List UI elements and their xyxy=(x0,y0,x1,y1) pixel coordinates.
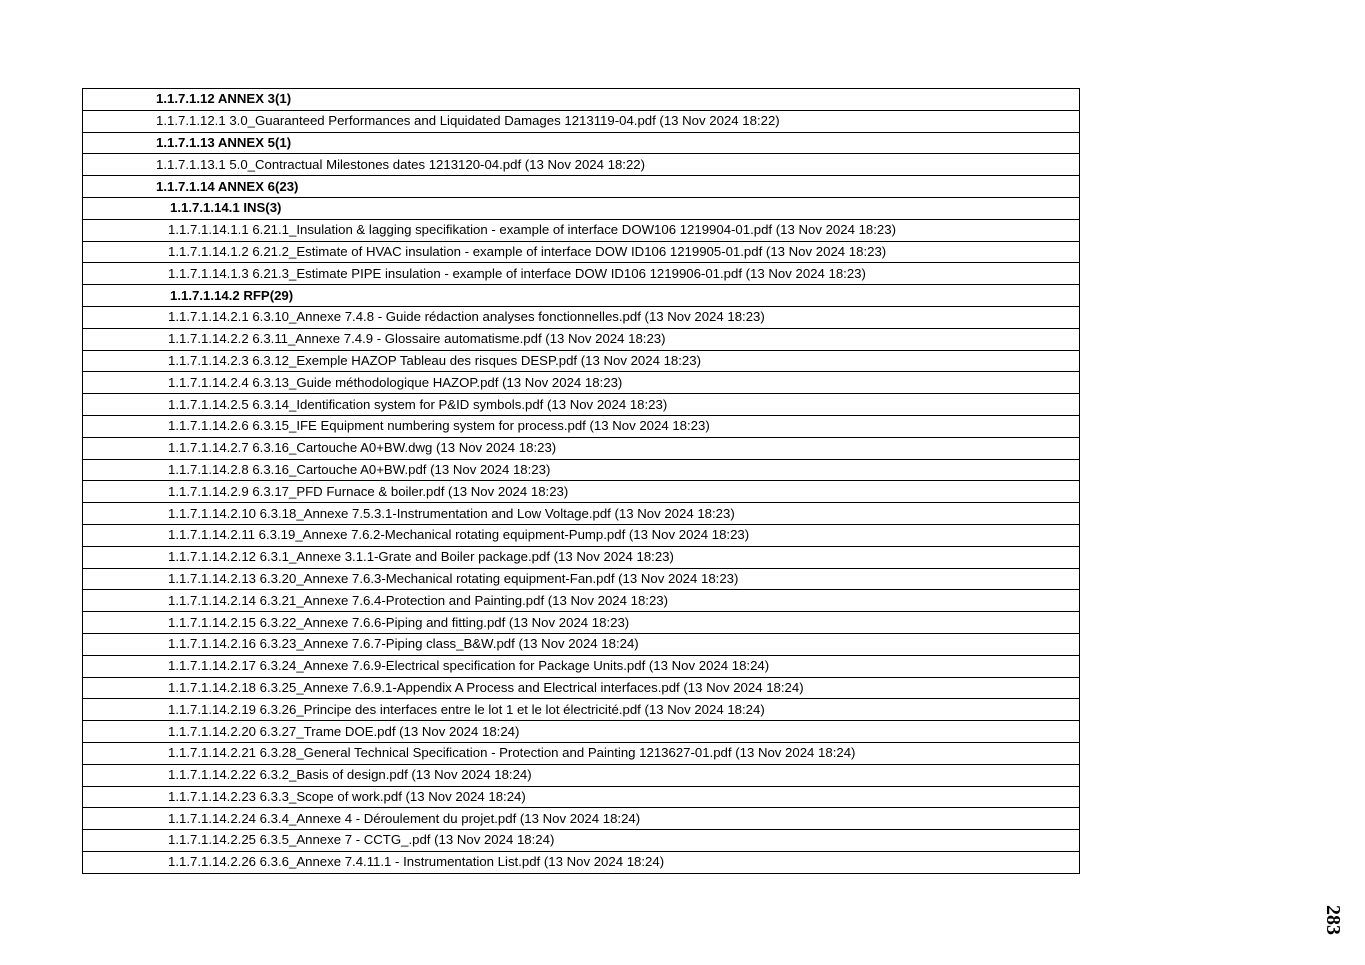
table-row xyxy=(83,633,1080,655)
file-entry: 1.1.7.1.14.2.9 6.3.17_PFD Furnace & boiler.pdf (13 Nov 2024 18:23) xyxy=(83,481,1080,503)
file-entry: 1.1.7.1.14.2.3 6.3.12_Exemple HAZOP Tableau des risques DESP.pdf (13 Nov 2024 18:23) xyxy=(83,350,1080,372)
table-row xyxy=(83,503,1080,525)
file-entry: 1.1.7.1.14.1.2 6.21.2_Estimate of HVAC insulation - example of interface DOW ID106 1219905-01.pdf (13 Nov 2024 18:23) xyxy=(83,241,1080,263)
table-row xyxy=(83,830,1080,852)
table-row xyxy=(83,742,1080,764)
table-row xyxy=(83,372,1080,394)
table-row xyxy=(83,263,1080,285)
file-entry: 1.1.7.1.14.2.24 6.3.4_Annexe 4 - Déroulement du projet.pdf (13 Nov 2024 18:24) xyxy=(83,808,1080,830)
table-row xyxy=(83,808,1080,830)
file-entry: 1.1.7.1.14.2.19 6.3.26_Principe des interfaces entre le lot 1 et le lot électricité.pdf (13 Nov 2024 18:24) xyxy=(83,699,1080,721)
file-entry: 1.1.7.1.14.2.15 6.3.22_Annexe 7.6.6-Piping and fitting.pdf (13 Nov 2024 18:23) xyxy=(83,612,1080,634)
table-row xyxy=(83,394,1080,416)
table-row xyxy=(83,764,1080,786)
file-index-body xyxy=(83,89,1080,874)
table-row xyxy=(83,285,1080,307)
file-entry: 1.1.7.1.14.2.1 6.3.10_Annexe 7.4.8 - Guide rédaction analyses fonctionnelles.pdf (13 Nov 2024 18:23) xyxy=(83,306,1080,328)
section-heading: 1.1.7.1.12 ANNEX 3(1) xyxy=(83,89,1080,111)
table-row xyxy=(83,546,1080,568)
file-index-table xyxy=(82,88,1080,874)
table-row xyxy=(83,154,1080,176)
table-row xyxy=(83,677,1080,699)
table-row xyxy=(83,699,1080,721)
file-entry: 1.1.7.1.14.2.18 6.3.25_Annexe 7.6.9.1-Appendix A Process and Electrical interfaces.pdf (13 Nov 2024 18:24) xyxy=(83,677,1080,699)
file-entry: 1.1.7.1.14.2.12 6.3.1_Annexe 3.1.1-Grate and Boiler package.pdf (13 Nov 2024 18:23) xyxy=(83,546,1080,568)
table-row xyxy=(83,524,1080,546)
table-row xyxy=(83,655,1080,677)
file-entry: 1.1.7.1.14.2.26 6.3.6_Annexe 7.4.11.1 - Instrumentation List.pdf (13 Nov 2024 18:24) xyxy=(83,851,1080,873)
file-entry: 1.1.7.1.14.2.4 6.3.13_Guide méthodologique HAZOP.pdf (13 Nov 2024 18:23) xyxy=(83,372,1080,394)
file-entry: 1.1.7.1.14.2.2 6.3.11_Annexe 7.4.9 - Glossaire automatisme.pdf (13 Nov 2024 18:23) xyxy=(83,328,1080,350)
table-row xyxy=(83,132,1080,154)
file-entry: 1.1.7.1.13.1 5.0_Contractual Milestones dates 1213120-04.pdf (13 Nov 2024 18:22) xyxy=(83,154,1080,176)
table-row xyxy=(83,721,1080,743)
table-row xyxy=(83,612,1080,634)
table-row xyxy=(83,415,1080,437)
file-entry: 1.1.7.1.14.2.21 6.3.28_General Technical Specification - Protection and Painting 1213627-01.pdf (13 Nov 2024 18:24) xyxy=(83,742,1080,764)
file-entry: 1.1.7.1.12.1 3.0_Guaranteed Performances and Liquidated Damages 1213119-04.pdf (13 Nov 2024 18:22) xyxy=(83,110,1080,132)
subsection-heading: 1.1.7.1.14.2 RFP(29) xyxy=(83,285,1080,307)
file-entry: 1.1.7.1.14.1.1 6.21.1_Insulation & lagging specifikation - example of interface DOW106 1219904-01.pdf (13 Nov 2024 18:23) xyxy=(83,219,1080,241)
file-entry: 1.1.7.1.14.2.5 6.3.14_Identification system for P&ID symbols.pdf (13 Nov 2024 18:23) xyxy=(83,394,1080,416)
table-row xyxy=(83,176,1080,198)
table-row xyxy=(83,197,1080,219)
table-row xyxy=(83,110,1080,132)
table-row xyxy=(83,786,1080,808)
file-entry: 1.1.7.1.14.2.23 6.3.3_Scope of work.pdf (13 Nov 2024 18:24) xyxy=(83,786,1080,808)
section-heading: 1.1.7.1.14 ANNEX 6(23) xyxy=(83,176,1080,198)
table-row xyxy=(83,328,1080,350)
file-entry: 1.1.7.1.14.2.20 6.3.27_Trame DOE.pdf (13 Nov 2024 18:24) xyxy=(83,721,1080,743)
table-row xyxy=(83,568,1080,590)
file-entry: 1.1.7.1.14.2.10 6.3.18_Annexe 7.5.3.1-Instrumentation and Low Voltage.pdf (13 Nov 2024 18:23) xyxy=(83,503,1080,525)
table-row xyxy=(83,350,1080,372)
file-entry: 1.1.7.1.14.2.11 6.3.19_Annexe 7.6.2-Mechanical rotating equipment-Pump.pdf (13 Nov 2024 18:23) xyxy=(83,524,1080,546)
page-number: 283 xyxy=(1322,905,1344,935)
file-entry: 1.1.7.1.14.2.22 6.3.2_Basis of design.pdf (13 Nov 2024 18:24) xyxy=(83,764,1080,786)
table-row xyxy=(83,851,1080,873)
subsection-heading: 1.1.7.1.14.1 INS(3) xyxy=(83,197,1080,219)
table-row xyxy=(83,437,1080,459)
file-entry: 1.1.7.1.14.2.7 6.3.16_Cartouche A0+BW.dwg (13 Nov 2024 18:23) xyxy=(83,437,1080,459)
table-row xyxy=(83,89,1080,111)
section-heading: 1.1.7.1.13 ANNEX 5(1) xyxy=(83,132,1080,154)
file-entry: 1.1.7.1.14.2.14 6.3.21_Annexe 7.6.4-Protection and Painting.pdf (13 Nov 2024 18:23) xyxy=(83,590,1080,612)
file-entry: 1.1.7.1.14.1.3 6.21.3_Estimate PIPE insulation - example of interface DOW ID106 1219906-01.pdf (13 Nov 2024 18:23) xyxy=(83,263,1080,285)
file-entry: 1.1.7.1.14.2.17 6.3.24_Annexe 7.6.9-Electrical specification for Package Units.pdf (13 Nov 2024 18:24) xyxy=(83,655,1080,677)
table-row xyxy=(83,219,1080,241)
table-row xyxy=(83,306,1080,328)
file-entry: 1.1.7.1.14.2.8 6.3.16_Cartouche A0+BW.pdf (13 Nov 2024 18:23) xyxy=(83,459,1080,481)
file-entry: 1.1.7.1.14.2.25 6.3.5_Annexe 7 - CCTG_.pdf (13 Nov 2024 18:24) xyxy=(83,830,1080,852)
table-row xyxy=(83,459,1080,481)
file-entry: 1.1.7.1.14.2.16 6.3.23_Annexe 7.6.7-Piping class_B&W.pdf (13 Nov 2024 18:24) xyxy=(83,633,1080,655)
file-entry: 1.1.7.1.14.2.6 6.3.15_IFE Equipment numbering system for process.pdf (13 Nov 2024 18:23) xyxy=(83,415,1080,437)
table-row xyxy=(83,481,1080,503)
table-row xyxy=(83,590,1080,612)
table-row xyxy=(83,241,1080,263)
file-entry: 1.1.7.1.14.2.13 6.3.20_Annexe 7.6.3-Mechanical rotating equipment-Fan.pdf (13 Nov 2024 18:23) xyxy=(83,568,1080,590)
